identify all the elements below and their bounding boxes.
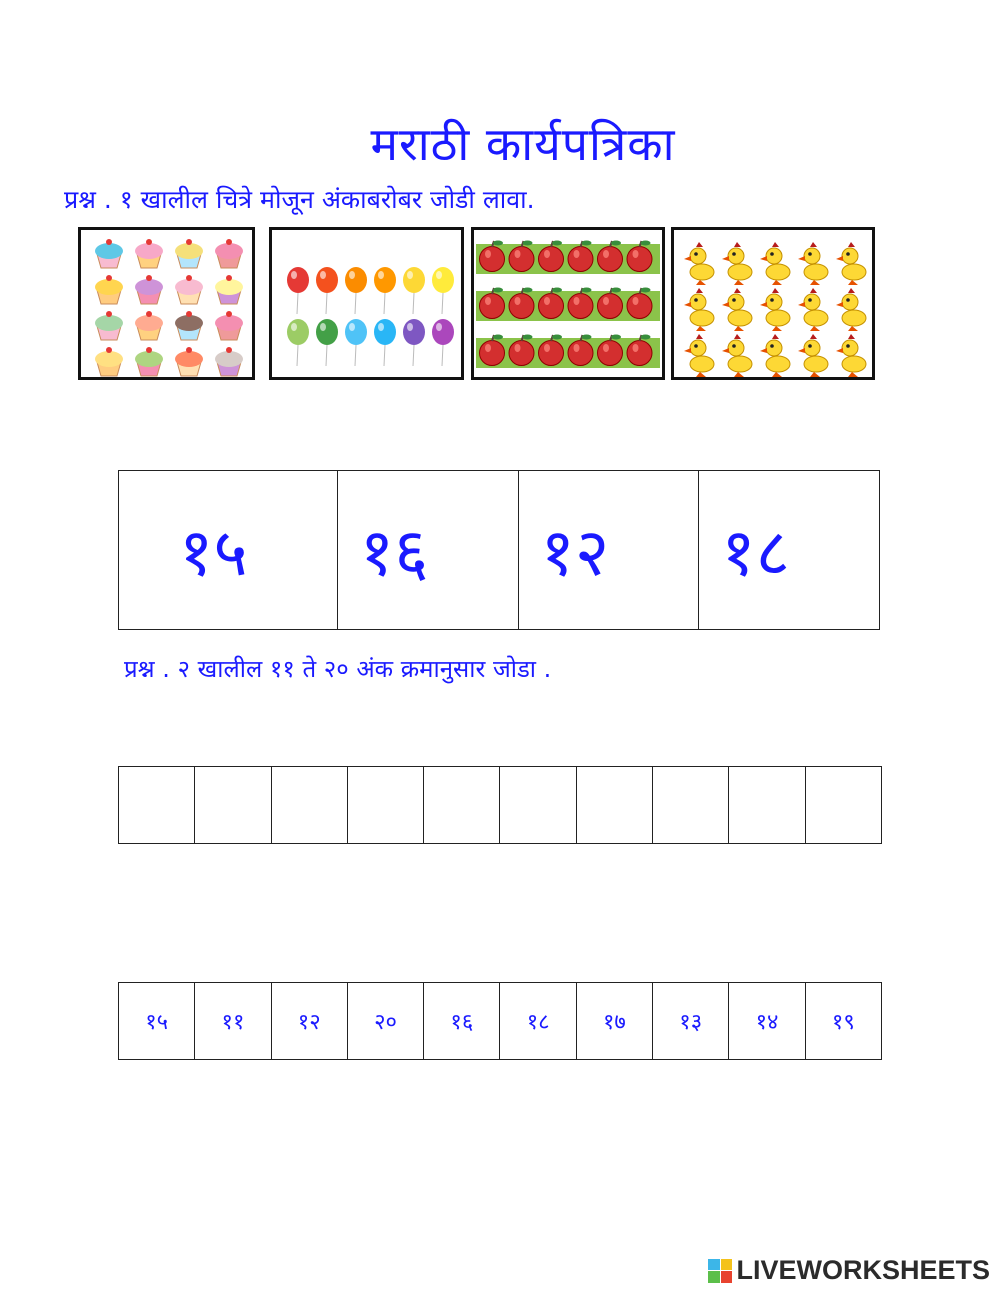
duck-icon: [722, 334, 752, 377]
number-tile[interactable]: १७: [577, 983, 653, 1059]
answer-slot[interactable]: [500, 767, 576, 843]
number-box-4[interactable]: १८: [721, 514, 790, 591]
answer-slot[interactable]: [729, 767, 805, 843]
cupcake-icon: [95, 239, 123, 268]
cupcake-icon: [215, 311, 243, 340]
duck-icon: [684, 288, 714, 331]
duck-icon: [722, 288, 752, 331]
liveworksheets-brand-text: LIVEWORKSHEETS: [736, 1255, 990, 1285]
number-tile[interactable]: १९: [831, 1010, 855, 1035]
answer-slot[interactable]: [424, 767, 500, 843]
cupcake-icon: [135, 347, 163, 376]
picture-box-balloons[interactable]: [269, 227, 464, 380]
number-tile[interactable]: १५: [119, 983, 195, 1059]
number-tile[interactable]: १६: [424, 983, 500, 1059]
balloon-icon: [374, 267, 396, 314]
cupcake-icon: [215, 347, 243, 376]
apple-icon: [474, 230, 662, 377]
order-numbers-row: [118, 982, 882, 1060]
balloon-icon: [403, 267, 425, 314]
number-box-2[interactable]: १६: [338, 471, 519, 629]
answer-slot[interactable]: [272, 767, 348, 843]
balloon-icon: [345, 319, 367, 366]
number-table: [118, 470, 880, 630]
picture-box-cupcakes[interactable]: [78, 227, 255, 380]
cupcake-icon: [215, 239, 243, 268]
duck-icon: [836, 242, 866, 285]
number-tile[interactable]: १३: [653, 983, 729, 1059]
liveworksheets-logo: [708, 1255, 990, 1286]
page-title: मराठी कार्यपत्रिका: [370, 117, 676, 171]
duck-icon: [722, 242, 752, 285]
balloon-icon: [316, 319, 338, 366]
liveworksheets-logo-icon: [708, 1259, 732, 1283]
cupcake-icon: [175, 275, 203, 304]
cupcake-icon: [135, 311, 163, 340]
question-1-text: प्रश्न . १ खालील चित्रे मोजून अंकाबरोबर जोडी लावा.: [64, 185, 535, 214]
number-tile[interactable]: १४: [729, 983, 805, 1059]
cupcake-icon: [81, 230, 252, 377]
answer-slot[interactable]: [577, 767, 653, 843]
duck-icon: [684, 242, 714, 285]
cupcake-icon: [95, 347, 123, 376]
answer-slot[interactable]: [119, 767, 195, 843]
number-tile[interactable]: २०: [348, 983, 424, 1059]
answer-slot[interactable]: [653, 767, 729, 843]
duck-icon: [836, 334, 866, 377]
duck-icon: [760, 288, 790, 331]
picture-box-ducks[interactable]: [671, 227, 875, 380]
number-tile[interactable]: १२: [272, 983, 348, 1059]
balloon-icon: [287, 319, 309, 366]
cupcake-icon: [135, 275, 163, 304]
cupcake-icon: [215, 275, 243, 304]
balloon-icon: [345, 267, 367, 314]
duck-icon: [798, 334, 828, 377]
balloon-icon: [316, 267, 338, 314]
duck-icon: [798, 242, 828, 285]
number-box-1[interactable]: १५: [119, 471, 338, 629]
answer-slot[interactable]: [806, 767, 881, 843]
duck-icon: [836, 288, 866, 331]
picture-box-apples[interactable]: [471, 227, 665, 380]
cupcake-icon: [175, 239, 203, 268]
balloon-icon: [432, 319, 454, 366]
answer-slot[interactable]: [195, 767, 271, 843]
duck-icon: [674, 230, 872, 377]
cupcake-icon: [175, 347, 203, 376]
number-tile[interactable]: १८: [500, 983, 576, 1059]
balloon-icon: [432, 267, 454, 314]
duck-icon: [760, 242, 790, 285]
cupcake-icon: [175, 311, 203, 340]
duck-icon: [684, 334, 714, 377]
balloon-icon: [403, 319, 425, 366]
balloon-icon: [287, 267, 309, 314]
order-answer-row: [118, 766, 882, 844]
cupcake-icon: [135, 239, 163, 268]
duck-icon: [798, 288, 828, 331]
balloon-icon: [272, 230, 461, 377]
cupcake-icon: [95, 311, 123, 340]
duck-icon: [760, 334, 790, 377]
number-box-3[interactable]: १२: [519, 471, 700, 629]
cupcake-icon: [95, 275, 123, 304]
answer-slot[interactable]: [348, 767, 424, 843]
question-2-text: प्रश्न . २ खालील ११ ते २० अंक क्रमानुसार जोडा .: [124, 655, 552, 683]
balloon-icon: [374, 319, 396, 366]
number-tile[interactable]: ११: [195, 983, 271, 1059]
